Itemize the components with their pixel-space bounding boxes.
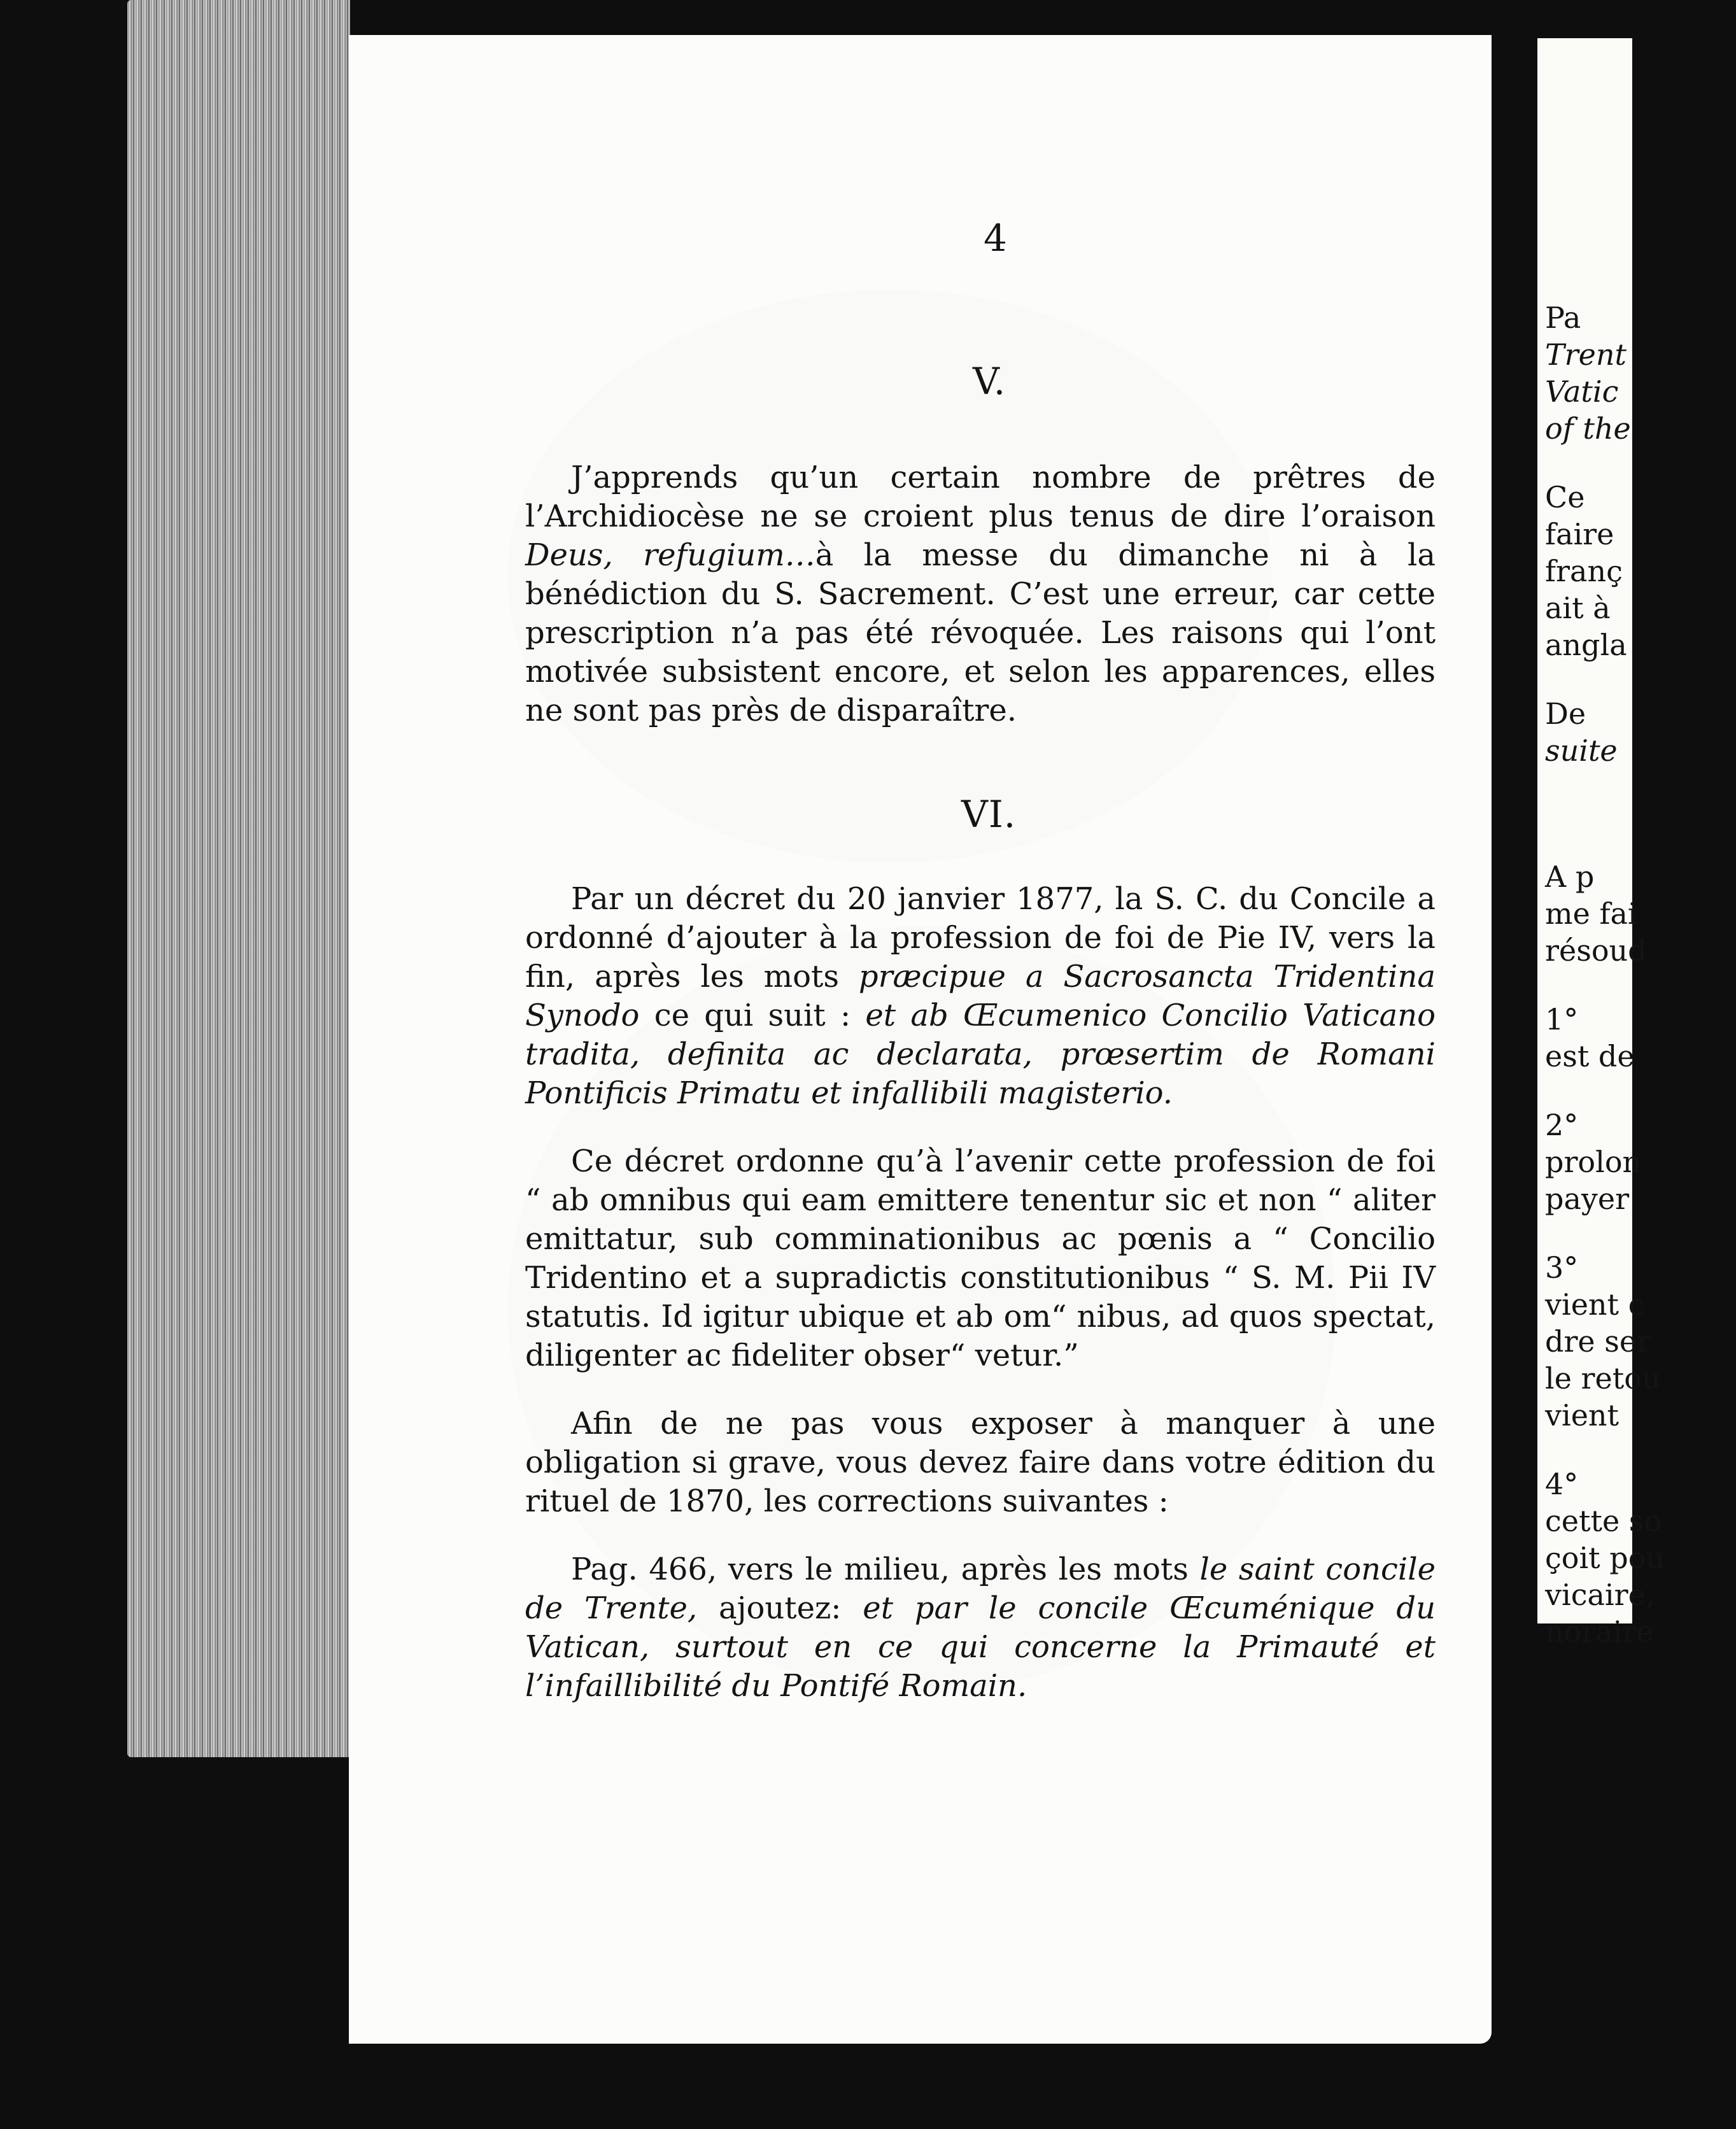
rc-line: franç: [1545, 554, 1623, 588]
paragraph-v-1: J’apprends qu’un certain nombre de prêtres de l’Archidiocèse ne se croient plus tenus de dire l’oraison Deus, refugium…à la messe du dimanche ni à la bénédiction du S. Sacrement. C’est une erreur, car cette prescription n’a pas été révoquée. Les raisons qui l’ont motivée subsistent encore, et selon les apparences, elles ne sont pas près de disparaître.: [525, 460, 1436, 728]
rc-line: faire: [1545, 517, 1614, 551]
rc-line: vient c: [1545, 1287, 1645, 1322]
rc-line: of the: [1545, 411, 1631, 446]
rc-line: angla: [1545, 628, 1627, 662]
rc-line: Trent: [1545, 337, 1627, 372]
rc-line: Ce: [1545, 480, 1585, 514]
rc-line: Vatic: [1545, 374, 1619, 409]
paragraph-vi-4: [525, 1550, 1436, 1706]
rc-line: résoud: [1545, 933, 1647, 968]
facing-page-right: [1537, 38, 1665, 1649]
rc-line: payer: [1545, 1182, 1630, 1216]
italic-phrase: et par le concile Œcuménique du Vatican, surtout en ce qui concerne la Primauté et l’infaillibilité du Pontifé Romain.: [525, 1590, 1436, 1704]
text-run: Par un décret du 20 janvier 1877, la S. C. du Concile a ordonné d’ajouter à la profession de foi de Pie IV, vers la fin, après les mots: [525, 881, 1436, 994]
rc-line: A p: [1545, 859, 1595, 894]
rc-line: dre ser: [1545, 1324, 1651, 1359]
section-heading-vi: VI.: [961, 793, 1017, 836]
rc-line: çoit pou: [1545, 1541, 1665, 1575]
text-run: ajoutez:: [697, 1590, 863, 1626]
text-run: ce qui suit :: [639, 998, 866, 1033]
italic-phrase: le saint concile de Trente,: [525, 1552, 1436, 1626]
page-body: [525, 458, 1436, 1706]
latin-phrase: præcipue a Sacrosancta Tridentina Synodo: [525, 959, 1436, 1033]
rc-line: 2°: [1545, 1108, 1579, 1142]
latin-phrase: Deus, refugium…: [525, 537, 815, 573]
rc-line: prolon: [1545, 1145, 1642, 1179]
paragraph-vi-1: [525, 880, 1436, 1113]
rc-line: suite: [1545, 733, 1618, 768]
rc-line: noraire: [1545, 1615, 1654, 1649]
rc-line: cette so: [1545, 1504, 1662, 1538]
text-run: Pag. 466, vers le milieu, après les mots: [571, 1552, 1200, 1587]
paragraph-vi-3: Afin de ne pas vous exposer à manquer à une obligation si grave, vous devez faire dans votre édition du rituel de 1870, les corrections suivantes :: [525, 1406, 1436, 1519]
latin-phrase: et ab Œcumenico Concilio Vaticano tradita, definita ac declarata, prœsertim de Romani Pontificis Primatu et infallibili magisterio.: [525, 998, 1436, 1111]
rc-line: est de: [1545, 1039, 1635, 1073]
rc-line: vient: [1545, 1398, 1620, 1432]
page-number: 4: [984, 216, 1007, 260]
rc-line: vicaire,: [1545, 1578, 1655, 1612]
section-heading-v: V.: [973, 360, 1006, 403]
rc-line: 3°: [1545, 1250, 1579, 1285]
rc-line: Pa: [1545, 301, 1581, 335]
rc-line: le retou: [1545, 1361, 1661, 1396]
paragraph-vi-2: Ce décret ordonne qu’à l’avenir cette profession de foi “ ab omnibus qui eam emittere tenentur sic et non “ aliter emittatur, sub comminationibus ac pœnis a “ Concilio Tridentino et a supradictis constitutionibus “ S. M. Pii IV statutis. Id igitur ubique et ab om“ nibus, ad quos spectat, diligenter ac fideliter obser“ vetur.”: [525, 1143, 1436, 1373]
rc-line: 1°: [1545, 1002, 1579, 1036]
rc-line: ait à: [1545, 591, 1611, 625]
rc-line: me fai: [1545, 896, 1637, 931]
facing-page-text: [1545, 299, 1736, 1650]
rc-line: 4°: [1545, 1467, 1579, 1501]
rc-line: De: [1545, 697, 1586, 731]
book-page-edges: [127, 0, 350, 1757]
